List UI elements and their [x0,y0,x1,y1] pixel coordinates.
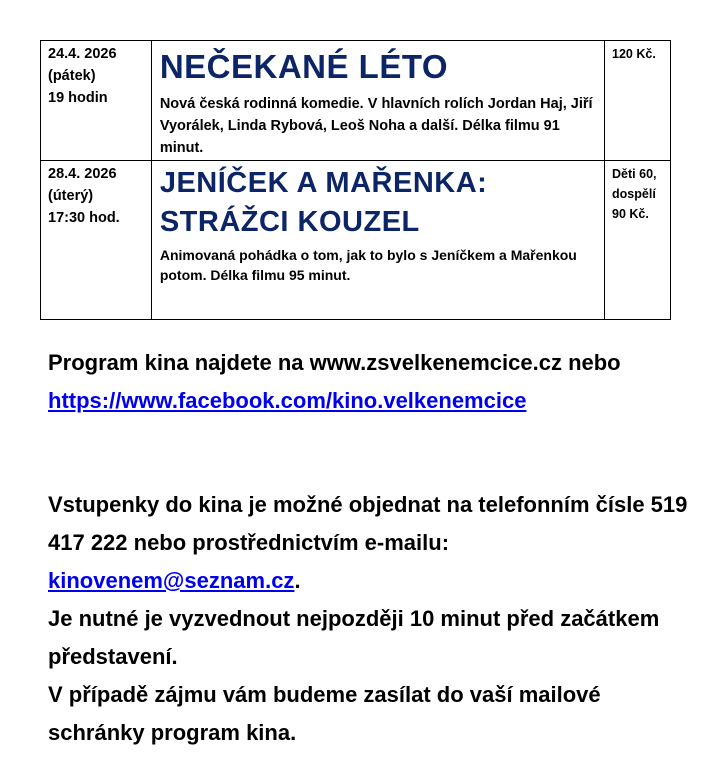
program-table [40,40,671,320]
tickets-text: Vstupenky do kina je možné objednat na telefonním čísle 519 417 222 nebo prostřednictvím e-mailu: [48,492,688,555]
ticket-price: 120 Kč. [612,47,656,61]
program-info [48,344,688,420]
film-description: Animovaná pohádka o tom, jak to bylo s Jeníčkem a Mařenkou potom. Délka filmu 95 minut. [159,247,577,283]
screening-date: 28.4. 2026 (úterý) 17:30 hod. [48,166,120,226]
film-title: NEČEKANÉ LÉTO [159,48,449,85]
newsletter-text: V případě zájmu vám budeme zasílat do vaší mailové schránky program kina. [48,682,601,745]
program-text: Program kina najdete na www.zsvelkenemcice.cz nebo [48,350,621,375]
price-cell [605,161,671,320]
tickets-info [48,486,688,752]
email-link[interactable]: kinovenem@seznam.cz [48,568,295,593]
film-cell [151,41,604,161]
tickets-end: . [294,568,301,593]
ticket-price: Děti 60, dospělí 90 Kč. [612,167,657,221]
facebook-link[interactable]: https://www.facebook.com/kino.velkenemcice [48,388,527,413]
price-cell [605,41,671,161]
screening-date: 24.4. 2026 (pátek) 19 hodin [48,46,117,106]
film-cell [151,161,604,320]
film-description: Nová česká rodinná komedie. V hlavních rolích Jordan Haj, Jiří Vyorálek, Linda Rybová, Leoš Noha a další. Délka filmu 91 minut. [159,96,593,156]
table-row [41,161,671,320]
table-row [41,41,671,161]
date-cell [41,41,152,161]
film-title: JENÍČEK A MAŘENKA: STRÁŽCI KOUZEL [159,167,488,238]
pickup-text: Je nutné je vyzvednout nejpozději 10 minut před začátkem představení. [48,606,660,669]
date-cell [41,161,152,320]
